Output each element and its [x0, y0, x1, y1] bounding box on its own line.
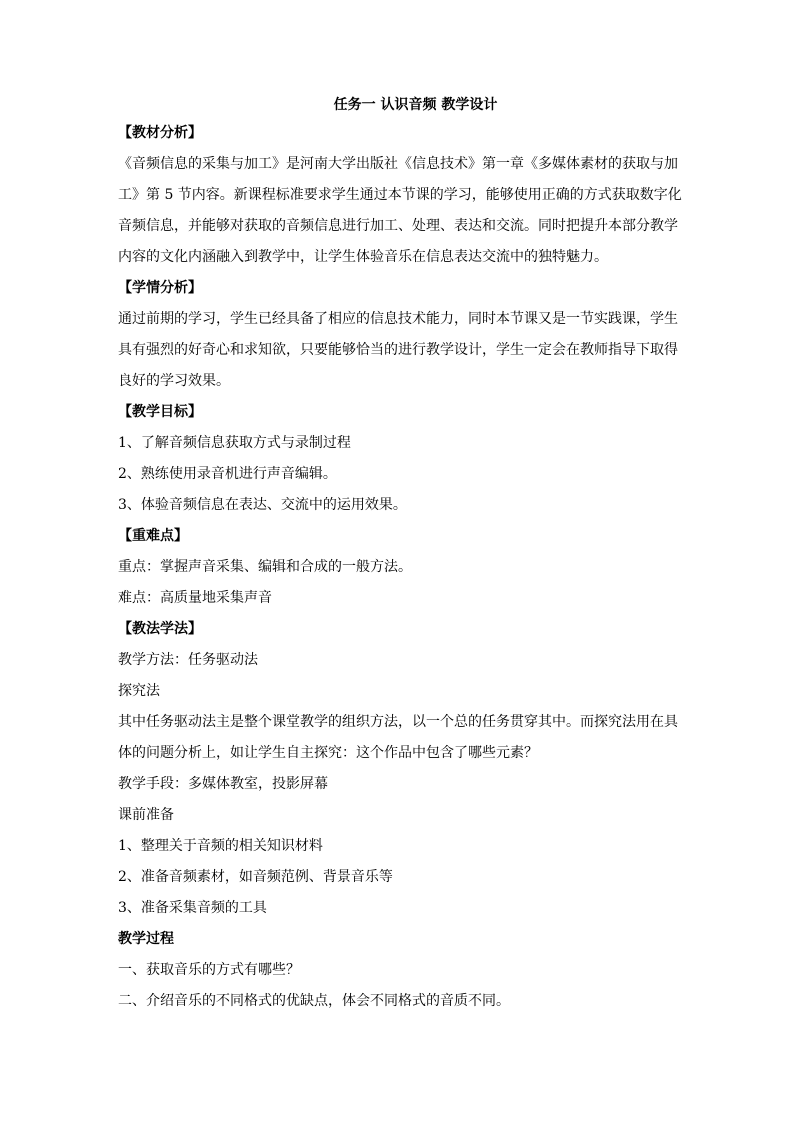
objective-item-1: 1、了解音频信息获取方式与录制过程 [118, 435, 351, 451]
objective-item-2: 2、熟练使用录音机进行声音编辑。 [118, 466, 337, 482]
process-step-2: 二、介绍音乐的不同格式的优缺点，体会不同格式的音质不同。 [118, 993, 510, 1009]
section-heading-teaching-objectives: 【教学目标】 [118, 404, 202, 420]
inquiry-method: 探究法 [118, 683, 160, 699]
paragraph-textbook-analysis [118, 149, 683, 273]
section-heading-student-analysis: 【学情分析】 [118, 280, 202, 296]
teaching-means: 教学手段：多媒体教室，投影屏幕 [118, 776, 328, 792]
paragraph-method-explanation [118, 707, 683, 769]
teaching-method: 教学方法：任务驱动法 [118, 652, 258, 668]
paragraph-student-analysis [118, 304, 683, 397]
objective-item-3: 3、体验音频信息在表达、交流中的运用效果。 [118, 497, 407, 513]
preparation-item-1: 1、整理关于音频的相关知识材料 [118, 838, 323, 854]
preparation-item-2: 2、准备音频素材，如音频范例、背景音乐等 [118, 869, 393, 885]
paragraph-line: 音频信息，并能够对获取的音频信息进行加工、处理、表达和交流。同时把提升本部分教学 [118, 218, 678, 234]
pre-class-preparation-label: 课前准备 [118, 807, 174, 823]
paragraph-line: 良好的学习效果。 [118, 373, 230, 389]
paragraph-line: 工》第 5 节内容。新课程标准要求学生通过本节课的学习，能够使用正确的方式获取数字化 [118, 187, 682, 203]
key-point: 重点：掌握声音采集、编辑和合成的一般方法。 [118, 559, 412, 575]
difficult-point: 难点：高质量地采集声音 [118, 590, 272, 606]
document-page [118, 96, 683, 1017]
preparation-item-3: 3、准备采集音频的工具 [118, 900, 267, 916]
paragraph-line: 通过前期的学习，学生已经具备了相应的信息技术能力，同时本节课又是一节实践课，学生 [118, 311, 678, 327]
paragraph-line: 内容的文化内涵融入到教学中，让学生体验音乐在信息表达交流中的独特魅力。 [118, 249, 608, 265]
paragraph-line: 《音频信息的采集与加工》是河南大学出版社《信息技术》第一章《多媒体素材的获取与加 [118, 156, 678, 172]
paragraph-line: 具有强烈的好奇心和求知欲，只要能够恰当的进行教学设计，学生一定会在教师指导下取得 [118, 342, 678, 358]
section-heading-teaching-methods: 【教法学法】 [118, 621, 202, 637]
document-title: 任务一 认识音频 教学设计 [333, 97, 498, 113]
section-heading-key-points: 【重难点】 [118, 528, 188, 544]
section-heading-textbook-analysis: 【教材分析】 [118, 125, 202, 141]
paragraph-line: 其中任务驱动法主是整个课堂教学的组织方法，以一个总的任务贯穿其中。而探究法用在具 [118, 714, 678, 730]
section-heading-teaching-process: 教学过程 [118, 931, 174, 947]
paragraph-line: 体的问题分析上，如让学生自主探究：这个作品中包含了哪些元素？ [118, 745, 538, 761]
process-step-1: 一、获取音乐的方式有哪些？ [118, 962, 300, 978]
